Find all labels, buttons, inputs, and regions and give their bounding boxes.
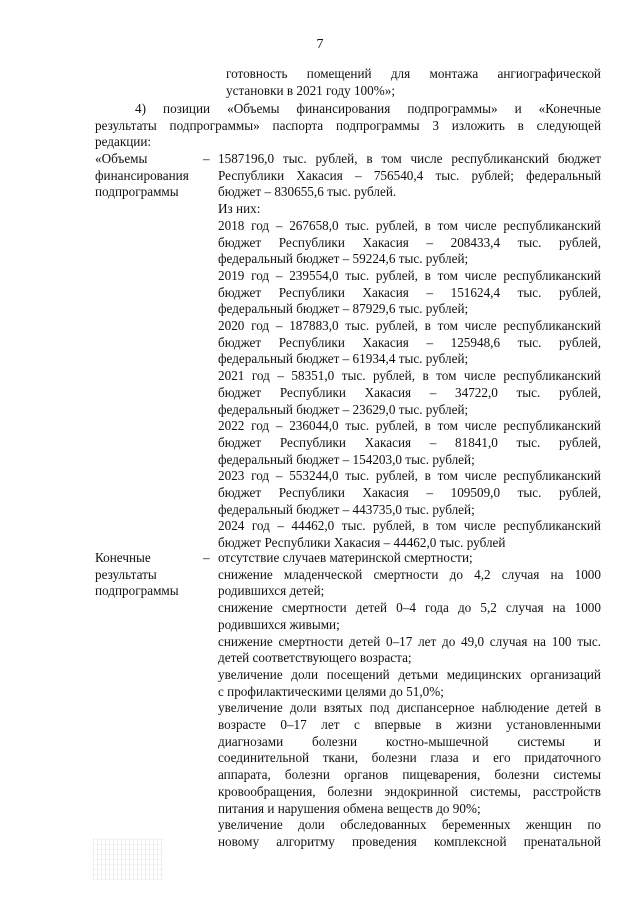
text-line: увеличение доли обследованных беременных женщин по <box>218 817 601 833</box>
text-line: федеральный бюджет – 59224,6 тыс. рублей; <box>218 251 469 267</box>
results-dash: – <box>203 550 210 565</box>
financing-label <box>95 151 205 201</box>
text-line: 2023 год – 553244,0 тыс. рублей, в том числе республиканский <box>218 468 601 484</box>
text-line: 4) позиции «Объемы финансирования подпрограммы» и «Конечные <box>135 101 601 116</box>
text-line: снижение смертности детей 0–4 года до 5,2 случая на 1000 <box>218 600 601 616</box>
text-line: соединительной ткани, болезни глаза и его придаточного <box>218 750 601 766</box>
results-content <box>218 550 601 851</box>
text-line: 1587196,0 тыс. рублей, в том числе республиканский бюджет <box>218 151 601 166</box>
text-line: Республики Хакасия – 756540,4 тыс. рублей; федеральный <box>218 167 601 183</box>
text-line: федеральный бюджет – 87929,6 тыс. рублей; <box>218 301 469 317</box>
text-line: аппарата, болезни органов пищеварения, болезни системы <box>218 767 601 783</box>
text-line: родившихся детей; <box>218 583 325 599</box>
text-line: снижение смертности детей 0–17 лет до 49,0 случая на 100 тыс. <box>218 633 601 649</box>
text-line: увеличение доли посещений детьми медицинских организаций <box>218 666 601 682</box>
text-line: федеральный бюджет – 443735,0 тыс. рублей; <box>218 501 475 517</box>
text-line: диагнозами болезни костно-мышечной системы и <box>218 733 601 749</box>
text-line: снижение младенческой смертности до 4,2 случая на 1000 <box>218 566 601 582</box>
label-line: подпрограммы <box>95 583 179 599</box>
text-line: бюджет Республики Хакасия – 81841,0 тыс. рублей, <box>218 434 601 450</box>
text-line: с профилактическими целями до 51,0%; <box>218 683 444 699</box>
text-line: 2022 год – 236044,0 тыс. рублей, в том числе республиканский <box>218 418 601 434</box>
text-line: кровообращения, болезни эндокринной системы, расстройств <box>218 783 601 799</box>
text-line: отсутствие случаев материнской смертности; <box>218 550 473 565</box>
text-line: бюджет Республики Хакасия – 44462,0 тыс. рублей <box>218 535 506 551</box>
results-label <box>95 550 205 600</box>
financing-dash: – <box>203 151 210 166</box>
text-line: 2024 год – 44462,0 тыс. рублей, в том числе республиканский <box>218 518 601 534</box>
text-line: увеличение доли взятых под диспансерное наблюдение детей в <box>218 700 601 716</box>
text-line: бюджет Республики Хакасия – 125948,6 тыс. рублей, <box>218 334 601 350</box>
text-line: 2021 год – 58351,0 тыс. рублей, в том числе республиканский <box>218 368 601 384</box>
label-line: Конечные <box>95 550 151 565</box>
text-line: установки в 2021 году 100%»; <box>226 82 395 98</box>
text-line: бюджет Республики Хакасия – 34722,0 тыс. рублей, <box>218 384 601 400</box>
financing-content <box>218 151 601 552</box>
text-line: новому алгоритму проведения комплексной пренатальной <box>218 833 601 849</box>
text-line: результаты подпрограммы» паспорта подпрограммы 3 изложить в следующей <box>95 117 601 133</box>
text-line: бюджет – 830655,6 тыс. рублей. <box>218 184 397 200</box>
label-line: результаты <box>95 566 157 582</box>
previous-item-continuation <box>226 66 601 99</box>
label-line: подпрограммы <box>95 184 179 200</box>
text-line: 2020 год – 187883,0 тыс. рублей, в том числе республиканский <box>218 318 601 334</box>
text-line: федеральный бюджет – 23629,0 тыс. рублей; <box>218 401 469 417</box>
text-line: федеральный бюджет – 154203,0 тыс. рублей; <box>218 451 475 467</box>
label-line: «Объемы <box>95 151 148 166</box>
text-line: Из них: <box>218 201 261 217</box>
text-line: готовность помещений для монтажа ангиографической <box>226 66 601 81</box>
page-number: 7 <box>316 37 324 52</box>
label-line: финансирования <box>95 167 189 183</box>
amendment-paragraph <box>95 101 601 151</box>
text-line: федеральный бюджет – 61934,4 тыс. рублей; <box>218 351 469 367</box>
text-line: питания и нарушения обмена веществ до 90%; <box>218 800 481 816</box>
text-line: бюджет Республики Хакасия – 208433,4 тыс. рублей, <box>218 234 601 250</box>
text-line: родившихся живыми; <box>218 616 340 632</box>
faint-stamp-mark <box>93 838 163 880</box>
text-line: бюджет Республики Хакасия – 151624,4 тыс. рублей, <box>218 284 601 300</box>
text-line: редакции: <box>95 134 152 150</box>
text-line: 2019 год – 239554,0 тыс. рублей, в том числе республиканский <box>218 267 601 283</box>
text-line: 2018 год – 267658,0 тыс. рублей, в том числе республиканский <box>218 217 601 233</box>
text-line: возрасте 0–17 лет с впервые в жизни установленными <box>218 717 601 733</box>
text-line: детей соответствующего возраста; <box>218 650 412 666</box>
text-line: бюджет Республики Хакасия – 109509,0 тыс. рублей, <box>218 485 601 501</box>
